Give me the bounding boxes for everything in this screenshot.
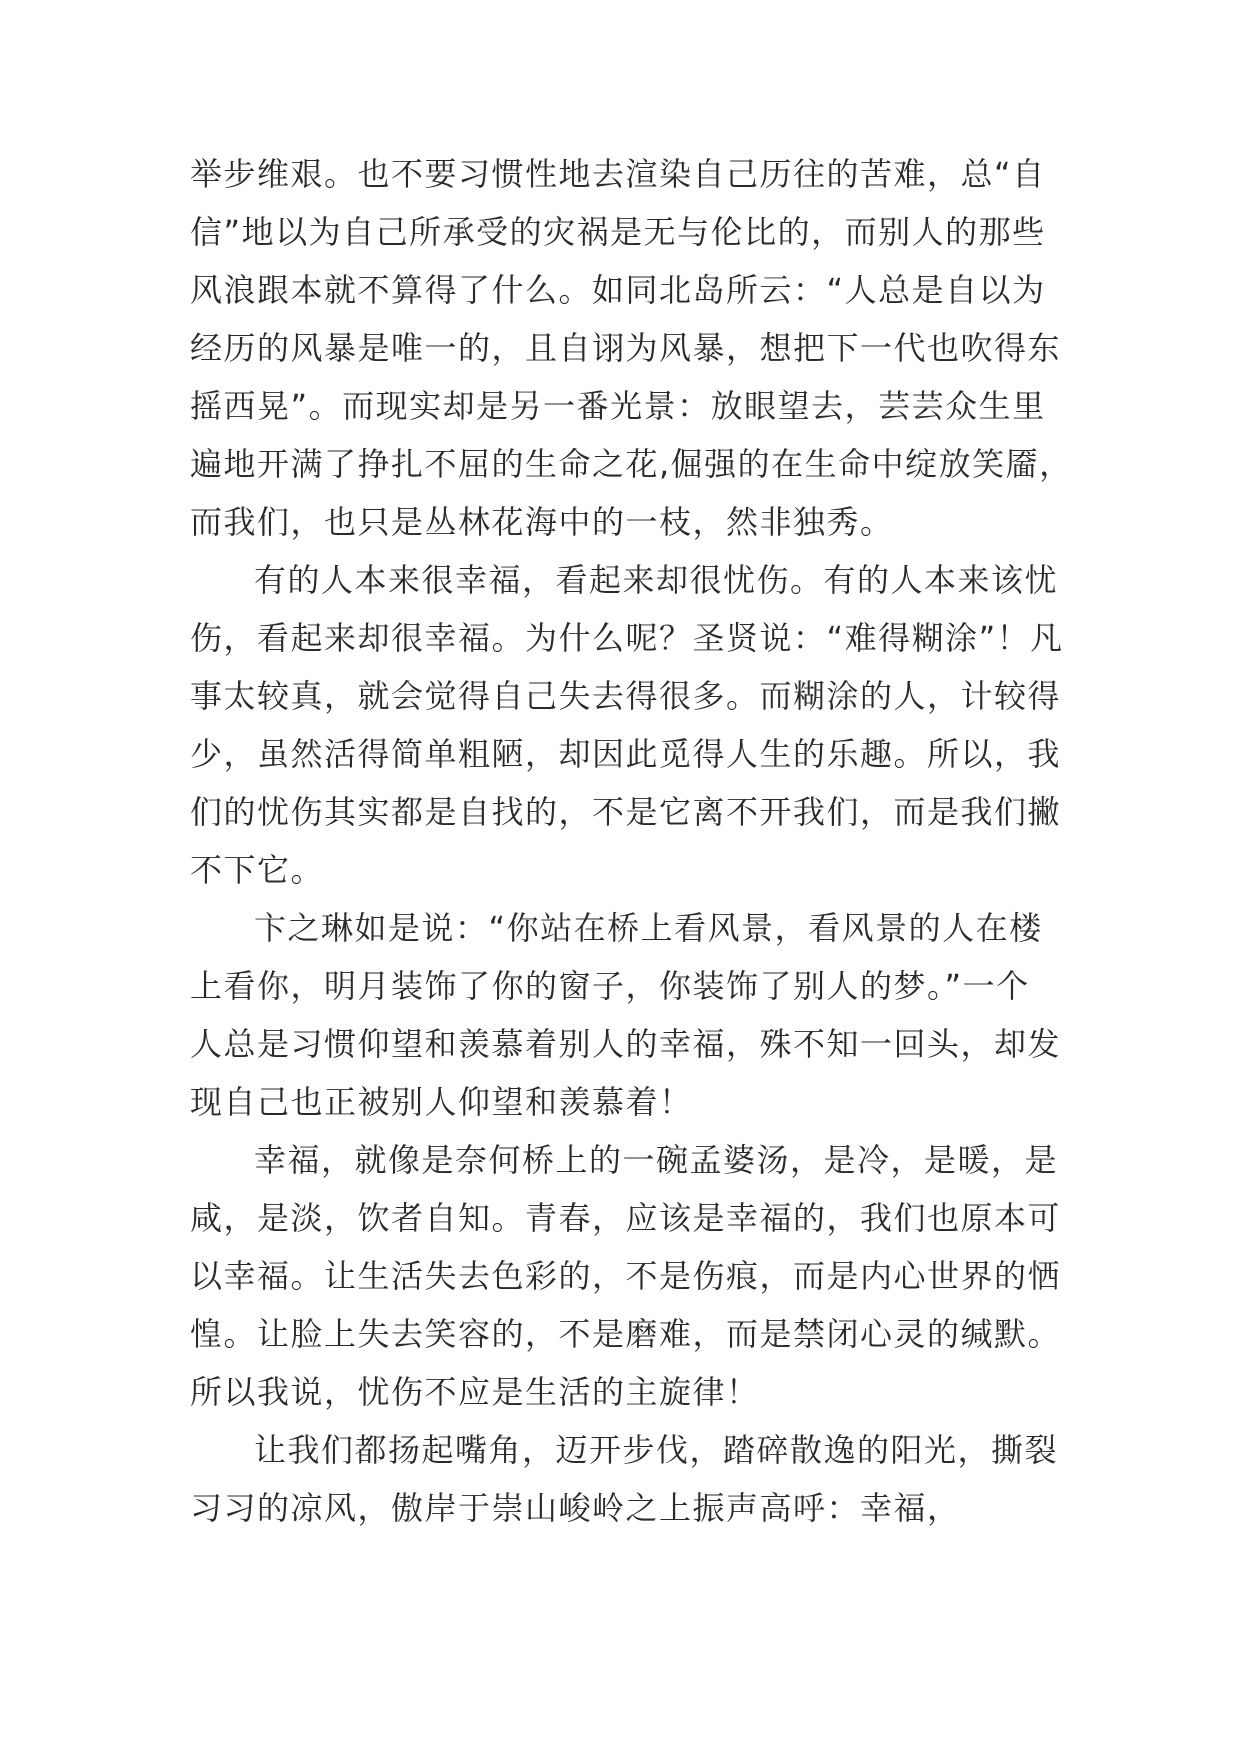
text-line: 卞之琳如是说：“你站在桥上看风景，看风景的人在楼 <box>254 909 1043 947</box>
text-line: 上看你，明月装饰了你的窗子，你装饰了别人的梦。”一个 <box>190 967 1030 1005</box>
text-line: 少，虽然活得简单粗陋，却因此觅得人生的乐趣。所以，我 <box>190 735 1062 773</box>
text-line: 习习的凉风，傲岸于崇山峻岭之上振声高呼：幸福， <box>190 1489 961 1527</box>
text-line: 们的忧伤其实都是自找的，不是它离不开我们，而是我们撇 <box>190 793 1062 831</box>
text-line: 信”地以为自己所承受的灾祸是无与伦比的，而别人的那些 <box>190 213 1046 251</box>
text-line: 人总是习惯仰望和羡慕着别人的幸福，殊不知一回头，却发 <box>190 1025 1062 1063</box>
text-line: 不下它。 <box>190 851 325 889</box>
text-line: 遍地开满了挣扎不屈的生命之花,倔强的在生命中绽放笑靥， <box>190 445 1073 483</box>
text-line: 让我们都扬起嘴角，迈开步伐，踏碎散逸的阳光，撕裂 <box>254 1431 1059 1469</box>
text-line: 举步维艰。也不要习惯性地去渲染自己历往的苦难，总“自 <box>190 155 1046 193</box>
text-line: 而我们，也只是丛林花海中的一枝，然非独秀。 <box>190 503 894 541</box>
text-line: 伤，看起来却很幸福。为什么呢？圣贤说：“难得糊涂”！凡 <box>190 619 1064 657</box>
text-line: 摇西晃”。而现实却是另一番光景：放眼望去，芸芸众生里 <box>190 387 1046 425</box>
text-line: 事太较真，就会觉得自己失去得很多。而糊涂的人，计较得 <box>190 677 1062 715</box>
text-line: 所以我说，忧伤不应是生活的主旋律！ <box>190 1373 760 1411</box>
text-line: 风浪跟本就不算得了什么。如同北岛所云：“人总是自以为 <box>190 271 1046 309</box>
text-line: 有的人本来很幸福，看起来却很忧伤。有的人本来该忧 <box>254 561 1059 599</box>
text-line: 咸，是淡，饮者自知。青春，应该是幸福的，我们也原本可 <box>190 1199 1062 1237</box>
text-line: 以幸福。让生活失去色彩的，不是伤痕，而是内心世界的恓 <box>190 1257 1062 1295</box>
text-line: 幸福，就像是奈何桥上的一碗孟婆汤，是冷，是暖，是 <box>254 1141 1059 1179</box>
text-line: 惶。让脸上失去笑容的，不是磨难，而是禁闭心灵的缄默。 <box>190 1315 1062 1353</box>
text-line: 经历的风暴是唯一的，且自诩为风暴，想把下一代也吹得东 <box>190 329 1062 367</box>
body-text <box>190 145 1073 1537</box>
text-line: 现自己也正被别人仰望和羡慕着！ <box>190 1083 693 1121</box>
